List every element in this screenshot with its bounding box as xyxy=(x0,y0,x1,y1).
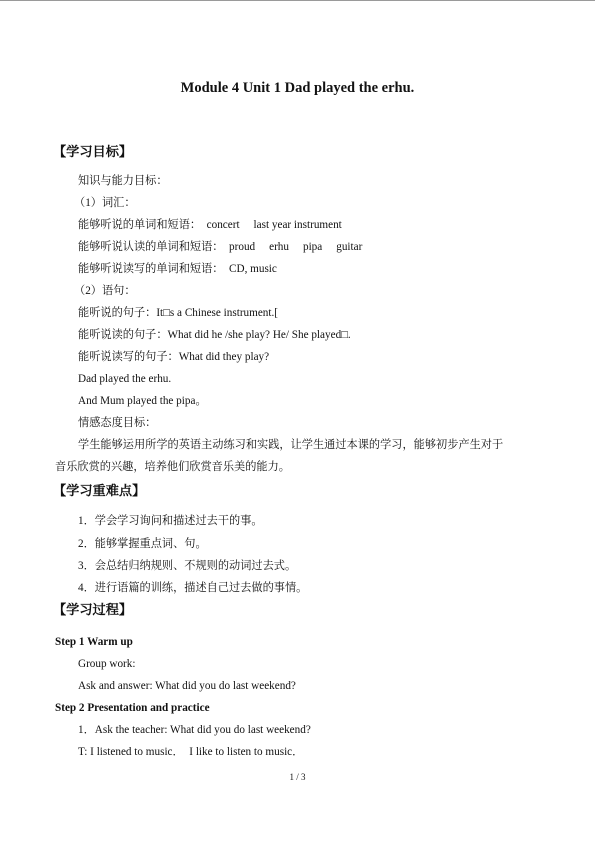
goal-line: Dad played the erhu. xyxy=(78,373,172,385)
difficulty-item: 3．会总结归纳规则、不规则的动词过去式。 xyxy=(78,560,297,572)
goal-line: And Mum played the pipa。 xyxy=(78,395,207,407)
goal-line: 能听说读的句子：What did he /she play? He/ She played□. xyxy=(78,329,351,341)
goal-line: 能够听说的单词和短语： concert last year instrument xyxy=(78,219,342,231)
difficulty-item: 2．能够掌握重点词、句。 xyxy=(78,538,207,550)
step-2-title: Step 2 Presentation and practice xyxy=(55,702,210,714)
goal-line: 情感态度目标： xyxy=(78,417,157,429)
goal-line: （2）语句： xyxy=(74,285,136,297)
difficulty-item: 1．学会学习询问和描述过去干的事。 xyxy=(78,515,263,527)
step-1-title: Step 1 Warm up xyxy=(55,636,133,648)
goal-line: 能够听说读写的单词和短语： CD, music xyxy=(78,263,277,275)
goal-line: 知识与能力目标： xyxy=(78,175,168,187)
step-2-line: T: I listened to music． I like to listen to music． xyxy=(78,746,304,758)
goal-line: 能听说的句子：It□s a Chinese instrument.[ xyxy=(78,307,279,319)
section-heading-goals: 【学习目标】 xyxy=(53,144,133,159)
goal-line: 音乐欣赏的兴趣，培养他们欣赏音乐美的能力。 xyxy=(55,461,290,473)
step-1-line: Group work: xyxy=(78,658,136,670)
section-heading-difficulties: 【学习重难点】 xyxy=(53,483,146,498)
page-number: 1 / 3 xyxy=(289,772,306,782)
top-border-line xyxy=(0,0,595,1)
difficulty-item: 4．进行语篇的训练，描述自己过去做的事情。 xyxy=(78,582,308,594)
goal-line: 能够听说认读的单词和短语： proud erhu pipa guitar xyxy=(78,241,363,253)
section-heading-process: 【学习过程】 xyxy=(53,602,133,617)
step-2-line: 1．Ask the teacher: What did you do last weekend? xyxy=(78,724,311,736)
goal-line: （1）词汇： xyxy=(74,197,136,209)
step-1-line: Ask and answer: What did you do last weekend? xyxy=(78,680,296,692)
goal-line: 能听说读写的句子：What did they play? xyxy=(78,351,270,363)
goal-line: 学生能够运用所学的英语主动练习和实践，让学生通过本课的学习，能够初步产生对于 xyxy=(78,439,504,451)
document-title: Module 4 Unit 1 Dad played the erhu. xyxy=(180,80,415,96)
